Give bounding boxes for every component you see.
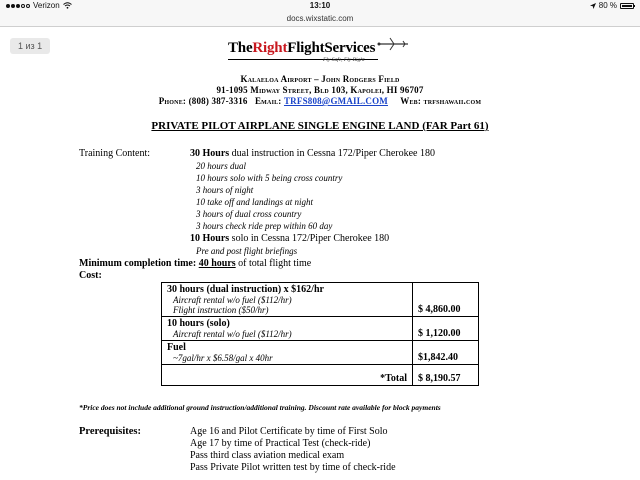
cost-amount: $ 1,120.00: [413, 317, 479, 341]
total-amount: $ 8,190.57: [413, 365, 479, 386]
address-bar[interactable]: [0, 12, 640, 27]
clock: 13:10: [309, 1, 331, 10]
location-icon: [590, 3, 596, 9]
table-row: Fuel ~7gal/hr x $6.58/gal x 40hr $1,842.40: [162, 341, 479, 365]
price-note: *Price does not include additional ground instruction/additional training. Discount rate available for block payments: [79, 403, 441, 412]
battery-icon: [620, 3, 634, 9]
dual-instruction-line: 30 Hours dual instruction in Cessna 172/Piper Cherokee 180: [190, 148, 435, 159]
prerequisite-item: Pass Private Pilot written test by time of check-ride: [190, 462, 396, 473]
logo-text: TheRightFlightServices: [228, 40, 376, 56]
email-link[interactable]: TRFS808@GMAIL.COM: [283, 96, 388, 106]
table-row: 10 hours (solo) Aircraft rental w/o fuel ($112/hr) $ 1,120.00: [162, 317, 479, 341]
course-title: PRIVATE PILOT AIRPLANE SINGLE ENGINE LAND (FAR Part 61): [151, 120, 489, 132]
solo-line: 10 Hours solo in Cessna 172/Piper Cherokee 180: [190, 233, 390, 244]
table-row-total: [162, 365, 479, 386]
carrier-name: Verizon: [33, 1, 60, 10]
training-item: 3 hours of dual cross country: [196, 209, 302, 219]
training-item: 3 hours check ride prep within 60 day: [196, 221, 333, 231]
training-item: Pre and post flight briefings: [196, 246, 298, 256]
status-bar: [0, 0, 640, 12]
company-logo: [228, 40, 418, 68]
cost-label: Cost:: [79, 270, 102, 281]
training-item: 20 hours dual: [196, 161, 247, 171]
website-text: trfshawaii.com: [423, 96, 482, 106]
pdf-page: [0, 28, 640, 480]
logo-tagline: Fly Safe, Fly Right: [323, 57, 365, 63]
cost-amount: $ 4,860.00: [413, 283, 479, 317]
phone-number: (808) 387-3316: [188, 96, 248, 106]
address-line-1: Kalaeloa Airport – John Rodgers Field: [240, 74, 400, 84]
cost-amount: $1,842.40: [413, 341, 479, 365]
table-row: 30 hours (dual instruction) x $162/hr Aircraft rental w/o fuel ($112/hr) Flight instruction ($50/hr) $ 4,860.00: [162, 283, 479, 317]
total-label: *Total: [162, 365, 413, 386]
address-line-2: 91-1095 Midway Street, Bld 103, Kapolei, HI 96707: [216, 85, 424, 95]
training-item: 10 hours solo with 5 being cross country: [196, 173, 343, 183]
training-item: 3 hours of night: [196, 185, 254, 195]
min-completion-line: Minimum completion time: 40 hours of total flight time: [79, 258, 312, 269]
page-indicator: 1 из 1: [10, 38, 50, 54]
training-content-label: Training Content:: [79, 148, 151, 159]
cost-table: [161, 282, 479, 386]
url-text: docs.wixstatic.com: [286, 14, 354, 23]
prerequisite-item: Pass third class aviation medical exam: [190, 450, 345, 461]
prerequisites-label: Prerequisites:: [79, 426, 142, 437]
training-item: 10 take off and landings at night: [196, 197, 313, 207]
prerequisite-item: Age 16 and Pilot Certificate by time of First Solo: [190, 426, 388, 437]
contact-line: Phone: (808) 387-3316 Email: TRFS808@GMAIL.COM Web: trfshawaii.com: [158, 96, 482, 106]
prerequisite-item: Age 17 by time of Practical Test (check-ride): [190, 438, 371, 449]
battery-percent: 80 %: [598, 1, 617, 10]
airplane-icon: [376, 37, 410, 51]
